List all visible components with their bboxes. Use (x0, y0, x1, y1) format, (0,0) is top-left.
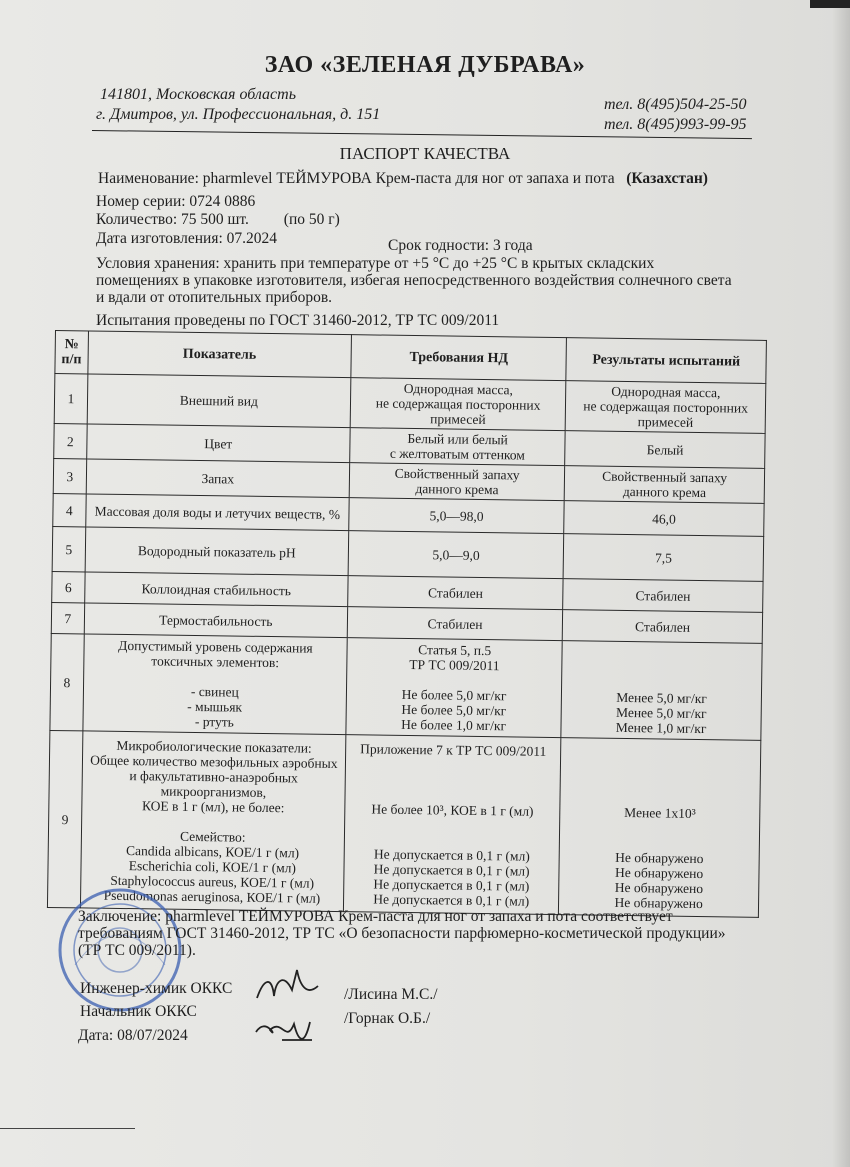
product-country: (Казахстан) (626, 170, 708, 187)
row-result-line: 46,0 (652, 510, 676, 527)
row-parameter-line: токсичных элементов: (151, 653, 280, 671)
row-result (564, 466, 764, 504)
bottom-rule (0, 1128, 135, 1129)
col-header-requirements: Требования НД (351, 335, 567, 381)
row-result-line: данного крема (622, 483, 707, 501)
row-parameter-line: Водородный показатель pH (137, 542, 296, 560)
row-result (565, 431, 765, 469)
col-header-results: Результаты испытаний (566, 338, 766, 384)
row-result-line: Не обнаружено (614, 894, 703, 911)
row-result-line: Стабилен (634, 618, 691, 635)
row-requirement-line: с желтоватым оттенком (389, 445, 526, 463)
row-requirement (350, 378, 566, 431)
row-requirement (349, 498, 565, 534)
row-requirement-line: 5,0—9,0 (432, 546, 480, 563)
company-name: ЗАО «ЗЕЛЕНАЯ ДУБРАВА» (264, 52, 586, 78)
row-parameter-line: - ртуть (194, 713, 235, 730)
row-parameter-line: Микробиологические показатели: (116, 737, 312, 756)
row-parameter-line: КОЕ в 1 г (мл), не более: (141, 797, 285, 815)
row-requirement-line: данного крема (415, 481, 499, 498)
row-parameter-line: Массовая доля воды и летучих веществ, % (94, 503, 341, 522)
row-parameter-line: Коллоидная стабильность (141, 580, 292, 598)
page-edge-shadow (832, 0, 850, 1167)
row-parameter (86, 494, 350, 531)
row-parameter (84, 572, 348, 607)
row-parameter (83, 634, 348, 735)
row-result (561, 641, 762, 741)
quantity-field: Количество: 75 500 шт. (по 50 г) (96, 211, 340, 228)
row-result (563, 579, 763, 613)
col-header-number: № п/п (55, 331, 88, 374)
scan-border (810, 0, 850, 8)
row-requirement (346, 638, 563, 738)
product-name: Наименование: pharmlevel ТЕЙМУРОВА Крем-паста для ног от запаха и пота (Казахстан) (98, 170, 708, 187)
row-parameter-line: Escherichia coli, КОЕ/1 г (мл) (128, 857, 297, 875)
row-parameter-line: - мышьяк (187, 698, 243, 715)
row-requirement-line: Белый или белый (407, 430, 508, 448)
row-result-line: Свойственный запаху (602, 468, 728, 486)
row-requirement (350, 428, 566, 466)
row-requirement-line: Не более 5,0 мг/кг (401, 686, 507, 704)
row-requirement-line: Приложение 7 к ТР ТС 009/2011 (360, 740, 547, 759)
row-requirement-line: Стабилен (427, 615, 483, 632)
row-number: 8 (50, 633, 84, 730)
row-parameter (87, 374, 351, 428)
row-requirement-line: не содержащая посторонних (375, 395, 541, 413)
row-result-line: Не обнаружено (615, 849, 704, 866)
row-requirement (349, 463, 565, 501)
row-requirement-line: Не допускается в 0,1 г (мл) (373, 846, 530, 864)
series-number: Номер серии: 0724 0886 (96, 193, 256, 210)
name-head: /Горнак О.Б./ (344, 1010, 431, 1027)
signature-1 (252, 968, 322, 1008)
row-result-line: Менее 1х10³ (624, 804, 696, 821)
row-result (559, 738, 761, 918)
row-result-line: Стабилен (635, 587, 691, 604)
document-title: ПАСПОРТ КАЧЕСТВА (339, 144, 511, 163)
row-requirement-line: Свойственный запаху (394, 465, 520, 483)
row-requirement-line: 5,0—98,0 (429, 507, 484, 524)
row-parameter-line: Цвет (204, 435, 233, 451)
row-result (563, 534, 763, 582)
row-parameter-line: Общее количество мезофильных аэробных (90, 752, 338, 771)
row-number: 5 (52, 526, 85, 571)
quality-table (47, 330, 767, 918)
row-requirement (348, 576, 564, 610)
row-result-line: Однородная масса, (611, 383, 721, 401)
row-parameter-line: Термостабильность (159, 611, 273, 629)
row-number: 6 (52, 571, 85, 602)
row-number: 7 (51, 602, 84, 633)
row-parameter (86, 459, 350, 498)
row-parameter (86, 424, 350, 463)
row-result-line: Менее 5,0 мг/кг (616, 689, 707, 707)
row-result-line: примесей (637, 414, 694, 430)
row-number: 1 (54, 374, 87, 424)
row-requirement (348, 531, 564, 579)
phone-2: тел. 8(495)993-99-95 (604, 116, 747, 133)
signature-2 (252, 1010, 322, 1052)
row-number: 3 (53, 458, 86, 493)
row-requirement (343, 735, 561, 915)
shelf-life: Срок годности: 3 года (388, 237, 533, 254)
conclusion-text: Заключение: pharmlevel ТЕЙМУРОВА Крем-паста для ног от запаха и пота соответствует требованиям ГОСТ 31460-2012, ТР ТС «О безопасности парфюмерно-косметической продукции» (ТР ТС 009/2011). (78, 908, 726, 959)
row-result-line: Белый (646, 441, 684, 458)
manufacture-date: Дата изготовления: 07.2024 (96, 230, 278, 247)
row-parameter-line: Внешний вид (179, 392, 259, 409)
row-result-line: 7,5 (654, 549, 673, 566)
row-requirement-line: примесей (430, 411, 486, 428)
row-requirement-line: Статья 5, п.5 (418, 642, 492, 659)
row-result-line: Менее 5,0 мг/кг (615, 704, 707, 722)
row-requirement-line: Не более 5,0 мг/кг (401, 701, 507, 719)
row-parameter-line: Pseudomonas aeruginosa, КОЕ/1 г (мл) (103, 887, 321, 906)
row-number: 2 (54, 423, 87, 458)
row-result-line: не содержащая посторонних (583, 398, 749, 416)
row-parameter-line: - свинец (190, 683, 239, 700)
row-result-line: Не обнаружено (614, 879, 704, 896)
row-parameter-line: и факультативно-анаэробных (129, 767, 298, 785)
storage-conditions: Условия хранения: хранить при температуре от +5 °С до +25 °С в крытых складских помещениях в упаковке изготовителя, избегая непосредственного воздействия солнечного света и вдали от отопительных приборов. (96, 255, 732, 306)
role-head: Начальник ОККС (80, 1003, 197, 1020)
address-line-2: г. Дмитров, ул. Профессиональная, д. 151 (96, 106, 381, 123)
row-requirement-line: Не допускается в 0,1 г (мл) (373, 876, 530, 894)
row-parameter-line: Допустимый уровень содержания (118, 637, 313, 656)
row-result (563, 610, 763, 644)
phone-1: тел. 8(495)504-25-50 (604, 96, 747, 113)
row-parameter-line: Семейство: (179, 828, 246, 845)
signature-date: Дата: 08/07/2024 (78, 1027, 188, 1044)
row-requirement (347, 607, 563, 641)
row-parameter-line: Staphylococcus aureus, КОЕ/1 г (мл) (110, 872, 315, 891)
row-requirement-line: ТР ТС 009/2011 (409, 656, 500, 674)
row-requirement-line: Однородная масса, (403, 380, 514, 398)
row-requirement-line: Не более 1,0 мг/кг (401, 716, 507, 734)
table-row (50, 633, 762, 740)
row-parameter-line: Запах (201, 470, 235, 487)
row-number: 9 (47, 730, 82, 907)
row-result-line: Менее 1,0 мг/кг (615, 719, 707, 737)
name-engineer: /Лисина М.С./ (344, 986, 438, 1003)
row-requirement-line: Стабилен (427, 584, 484, 601)
row-requirement-line: Не допускается в 0,1 г (мл) (373, 891, 530, 909)
row-parameter (84, 603, 348, 638)
row-parameter (85, 527, 349, 576)
row-requirement-line: Не допускается в 0,1 г (мл) (373, 861, 530, 879)
row-number: 4 (53, 493, 86, 526)
row-result (565, 381, 765, 434)
role-engineer: Инженер-химик ОККС (80, 980, 233, 997)
row-result (564, 501, 764, 537)
tests-standard: Испытания проведены по ГОСТ 31460-2012, ТР ТС 009/2011 (96, 312, 500, 329)
row-requirement-line: Не более 10³, КОЕ в 1 г (мл) (371, 800, 534, 819)
row-result-line: Не обнаружено (614, 864, 704, 881)
col-header-parameter: Показатель (88, 331, 352, 378)
row-parameter-line: микроорганизмов, (160, 783, 267, 800)
row-parameter-line: Candida albicans, КОЕ/1 г (мл) (125, 842, 300, 860)
address-line-1: 141801, Московская область (100, 86, 296, 103)
